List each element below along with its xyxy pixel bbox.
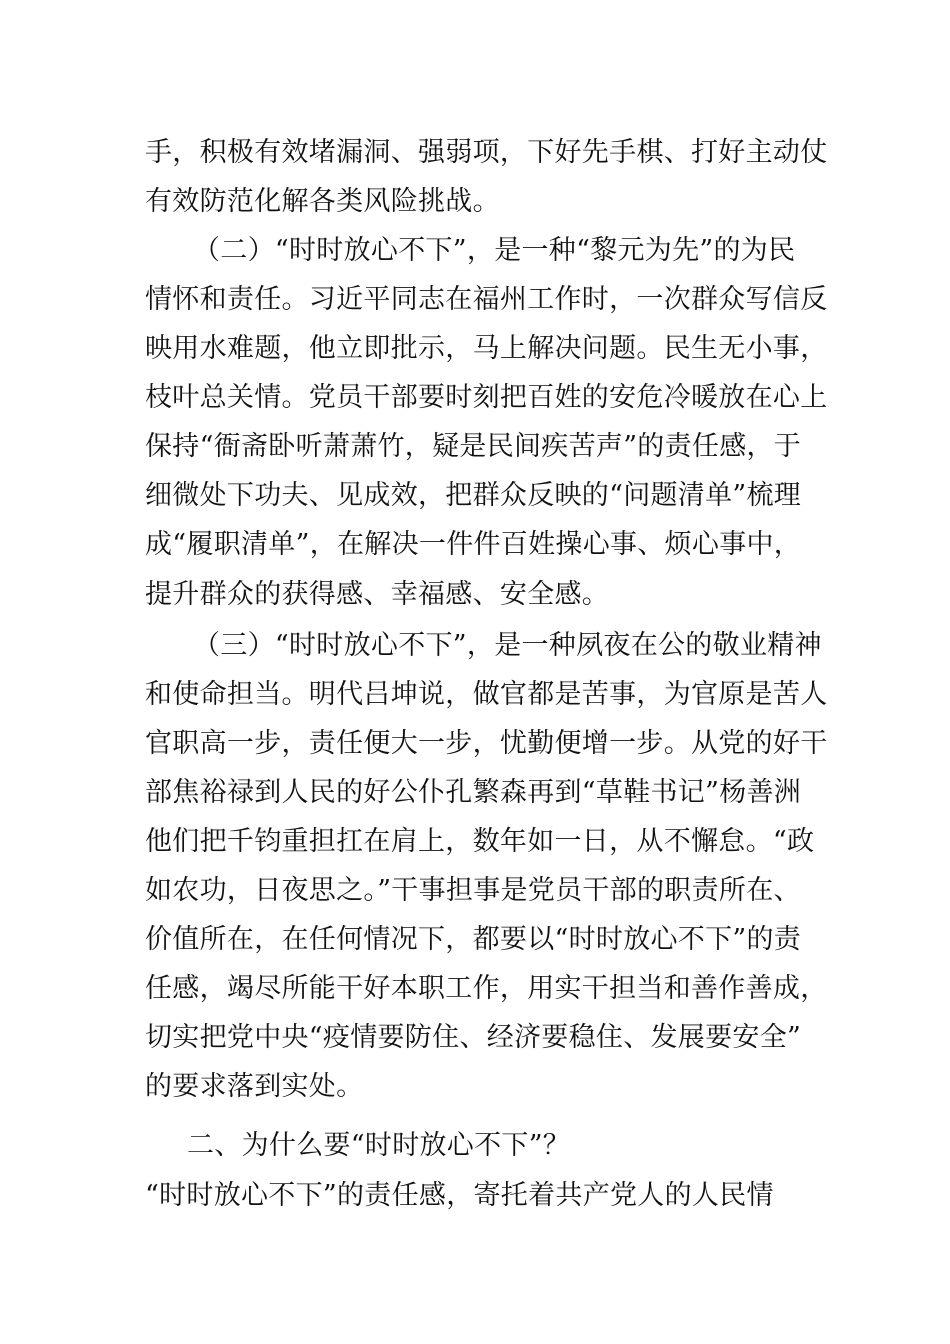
paragraph-start-line: （三）“时时放心不下”，是一种夙夜在公的敬业精神 xyxy=(193,630,822,661)
text-line: 细微处下功夫、见成效，把群众反映的“问题清单”梳理 xyxy=(145,480,802,511)
text-line: 官职高一步，责任便大一步，忧勤便增一步。从党的好干 xyxy=(145,728,828,759)
text-line: 有效防范化解各类风险挑战。 xyxy=(145,186,500,217)
text-line: 如农功，日夜思之。”干事担事是党员干部的职责所在、 xyxy=(145,875,801,906)
text-line: 部焦裕禄到人民的好公仆孔繁森再到“草鞋书记”杨善洲 xyxy=(145,777,802,808)
text-line: 映用水难题，他立即批示，马上解决问题。民生无小事， xyxy=(145,333,828,364)
text-line: 枝叶总关情。党员干部要时刻把百姓的安危冷暖放在心上 xyxy=(145,382,828,413)
section-heading: 二、为什么要“时时放心不下”？ xyxy=(187,1130,571,1161)
paragraph-start-line: “时时放心不下”的责任感，寄托着共产党人的人民情 xyxy=(145,1180,774,1211)
text-line: 提升群众的获得感、幸福感、安全感。 xyxy=(145,579,610,610)
text-line: 情怀和责任。习近平同志在福州工作时，一次群众写信反 xyxy=(145,284,828,315)
text-line: 的要求落到实处。 xyxy=(145,1071,364,1102)
text-line: 他们把千钧重担扛在肩上，数年如一日，从不懈怠。“政 xyxy=(145,826,815,857)
text-line: 任感，竭尽所能干好本职工作，用实干担当和善作善成， xyxy=(145,973,828,1004)
text-line: 和使命担当。明代吕坤说，做官都是苦事，为官原是苦人 xyxy=(145,679,828,710)
paragraph-start-line: （二）“时时放心不下”，是一种“黎元为先”的为民 xyxy=(193,235,796,266)
text-line: 保持“衙斋卧听萧萧竹，疑是民间疾苦声”的责任感，于 xyxy=(145,431,802,462)
text-line: 切实把党中央“疫情要防住、经济要稳住、发展要安全” xyxy=(145,1022,802,1053)
text-line: 价值所在，在任何情况下，都要以“时时放心不下”的责 xyxy=(145,924,802,955)
text-line: 成“履职清单”，在解决一件件百姓操心事、烦心事中， xyxy=(145,529,802,560)
text-line: 手，积极有效堵漏洞、强弱项，下好先手棋、打好主动仗 xyxy=(145,137,828,168)
